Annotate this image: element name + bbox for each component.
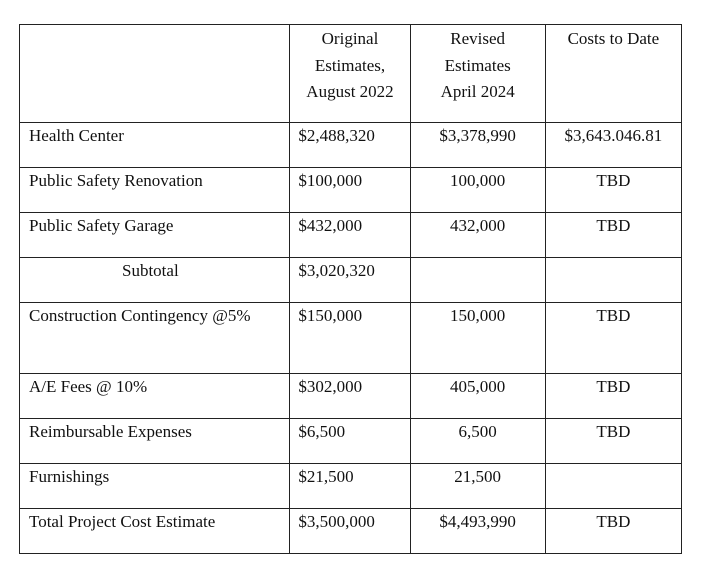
costs-to-date: TBD	[545, 213, 681, 258]
row-label: Health Center	[20, 123, 290, 168]
revised-estimate: 100,000	[410, 168, 545, 213]
row-label: Reimbursable Expenses	[20, 419, 290, 464]
header-blank	[20, 25, 290, 123]
row-label: Furnishings	[20, 464, 290, 509]
revised-estimate: 21,500	[410, 464, 545, 509]
header-revised	[410, 25, 545, 123]
original-estimate: $6,500	[290, 419, 410, 464]
table-row	[20, 374, 682, 419]
revised-estimate: $4,493,990	[410, 509, 545, 554]
costs-to-date	[545, 258, 681, 303]
header-costs-to-date-line1: Costs to Date	[567, 29, 660, 48]
header-original-line3: August 2022	[306, 82, 394, 101]
original-estimate: $432,000	[290, 213, 410, 258]
row-label: Subtotal	[20, 258, 290, 303]
original-estimate: $3,020,320	[290, 258, 410, 303]
revised-estimate: 6,500	[410, 419, 545, 464]
header-original-line1: Original	[321, 29, 379, 48]
costs-to-date: TBD	[545, 168, 681, 213]
revised-estimate: $3,378,990	[410, 123, 545, 168]
table-row	[20, 168, 682, 213]
header-revised-line1: Revised	[450, 29, 506, 48]
revised-estimate: 432,000	[410, 213, 545, 258]
header-original	[290, 25, 410, 123]
revised-estimate	[410, 258, 545, 303]
table-row	[20, 303, 682, 374]
row-label: Public Safety Garage	[20, 213, 290, 258]
row-label: Public Safety Renovation	[20, 168, 290, 213]
table-row	[20, 419, 682, 464]
costs-to-date: TBD	[545, 303, 681, 374]
table-row	[20, 509, 682, 554]
header-revised-line2: Estimates	[444, 55, 511, 75]
header-row	[20, 25, 682, 123]
table-row	[20, 213, 682, 258]
table-row	[20, 464, 682, 509]
original-estimate: $302,000	[290, 374, 410, 419]
table-row	[20, 258, 682, 303]
original-estimate: $150,000	[290, 303, 410, 374]
costs-to-date: TBD	[545, 419, 681, 464]
row-label: Total Project Cost Estimate	[20, 509, 290, 554]
revised-estimate: 150,000	[410, 303, 545, 374]
table-row	[20, 123, 682, 168]
header-original-line2: Estimates,	[314, 55, 386, 75]
project-cost-table	[19, 24, 682, 554]
header-costs-to-date	[545, 25, 681, 123]
original-estimate: $2,488,320	[290, 123, 410, 168]
costs-to-date: TBD	[545, 374, 681, 419]
row-label: A/E Fees @ 10%	[20, 374, 290, 419]
header-revised-line3: April 2024	[440, 82, 515, 101]
costs-to-date	[545, 464, 681, 509]
revised-estimate: 405,000	[410, 374, 545, 419]
original-estimate: $21,500	[290, 464, 410, 509]
original-estimate: $3,500,000	[290, 509, 410, 554]
costs-to-date: $3,643.046.81	[545, 123, 681, 168]
row-label: Construction Contingency @5%	[20, 303, 290, 374]
original-estimate: $100,000	[290, 168, 410, 213]
costs-to-date: TBD	[545, 509, 681, 554]
